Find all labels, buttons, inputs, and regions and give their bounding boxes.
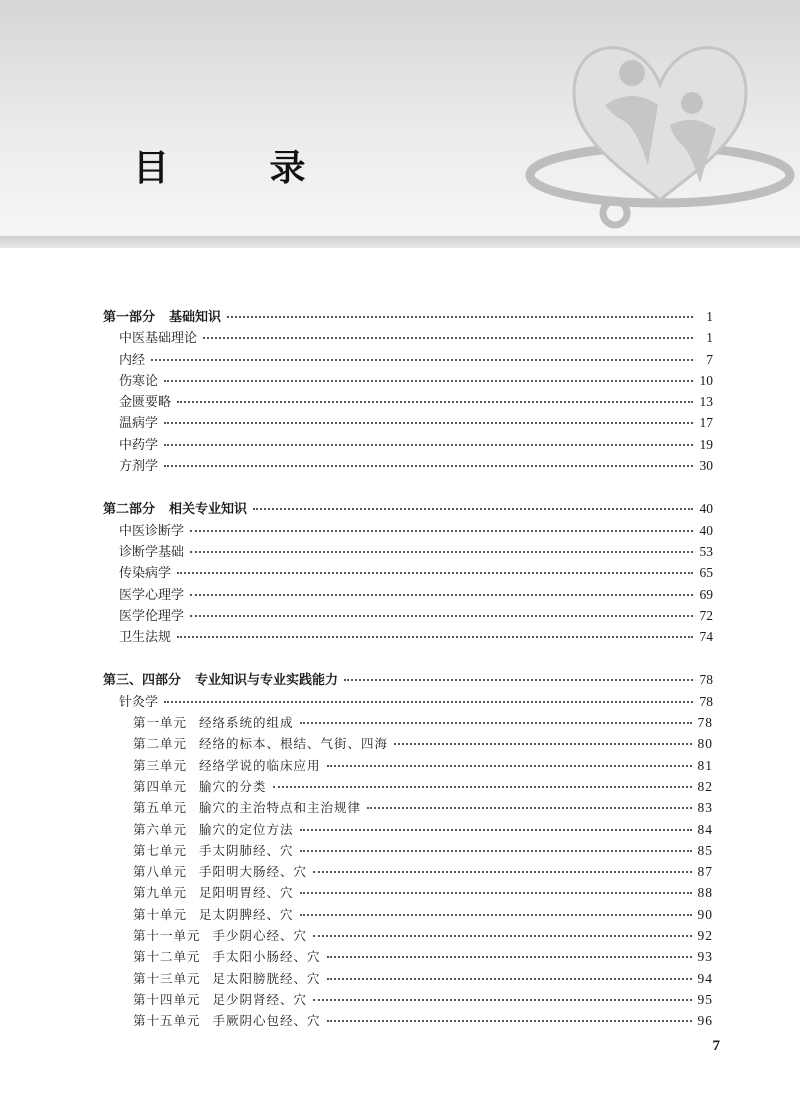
page-ref: 78	[699, 693, 713, 709]
entry-label: 中医诊断学	[119, 523, 185, 539]
toc-entry[interactable]	[103, 370, 713, 391]
toc-part-3	[103, 669, 713, 1031]
unit-number: 第一单元	[133, 715, 188, 731]
page-ref: 85	[697, 842, 713, 858]
entry-label: 针灸学	[119, 694, 159, 710]
dot-leader	[190, 529, 693, 532]
page-ref: 80	[697, 736, 713, 752]
toc-entry[interactable]	[103, 562, 713, 583]
part-title: 专业知识与专业实践能力	[195, 673, 339, 689]
dot-leader	[253, 507, 693, 510]
page-ref: 17	[699, 415, 713, 431]
entry-label: 伤寒论	[119, 373, 159, 389]
part-title: 基础知识	[169, 310, 222, 325]
toc-entry[interactable]	[103, 455, 713, 476]
part-title: 相关专业知识	[169, 502, 248, 518]
toc-part-1	[103, 306, 713, 476]
page-ref: 81	[697, 757, 713, 773]
page-ref: 40	[699, 501, 713, 517]
toc-entry[interactable]	[103, 391, 713, 412]
page-ref: 96	[697, 1013, 713, 1029]
page-ref: 78	[699, 672, 713, 688]
page-ref: 90	[697, 906, 713, 922]
dot-leader	[300, 721, 692, 724]
dot-leader	[177, 571, 693, 574]
unit-title: 腧穴的主治特点和主治规律	[199, 800, 362, 816]
page-number: 7	[712, 1038, 720, 1054]
page-ref: 13	[699, 394, 713, 410]
dot-leader	[300, 913, 692, 916]
unit-number: 第二单元	[133, 736, 188, 752]
toc-unit-entry[interactable]	[103, 712, 713, 733]
page-title: 目 录	[133, 148, 350, 189]
toc-part-heading[interactable]	[103, 669, 713, 690]
entry-label: 方剂学	[119, 459, 159, 475]
toc-entry[interactable]	[103, 412, 713, 433]
page-ref: 30	[699, 458, 713, 474]
entry-label: 传染病学	[119, 566, 172, 582]
unit-title: 足阳明胃经、穴	[199, 885, 294, 901]
page-ref: 69	[699, 586, 713, 602]
unit-title: 手太阴肺经、穴	[199, 842, 294, 858]
toc-unit-entry[interactable]	[103, 925, 713, 946]
unit-number: 第七单元	[133, 842, 188, 858]
toc-unit-entry[interactable]	[103, 882, 713, 903]
dot-leader	[164, 379, 693, 382]
unit-number: 第十四单元	[133, 991, 201, 1007]
page-ref: 74	[699, 629, 713, 645]
page-ref: 7	[706, 351, 713, 367]
dot-leader	[300, 891, 692, 894]
page-ref: 84	[697, 821, 713, 837]
page-ref: 53	[699, 543, 713, 559]
page-ref: 78	[697, 715, 713, 731]
toc-entry[interactable]	[103, 691, 713, 712]
toc-entry[interactable]	[103, 584, 713, 605]
toc-entry[interactable]	[103, 605, 713, 626]
toc-unit-entry[interactable]	[103, 755, 713, 776]
entry-label: 诊断学基础	[119, 544, 185, 560]
toc-entry[interactable]	[103, 541, 713, 562]
unit-title: 腧穴的定位方法	[199, 821, 294, 837]
toc-unit-entry[interactable]	[103, 968, 713, 989]
toc-unit-entry[interactable]	[103, 904, 713, 925]
toc-unit-entry[interactable]	[103, 861, 713, 882]
unit-title: 手阳明大肠经、穴	[199, 864, 308, 880]
unit-title: 足太阴脾经、穴	[199, 906, 294, 922]
entry-label: 医学伦理学	[119, 608, 185, 624]
unit-title: 经络系统的组成	[199, 715, 294, 731]
toc-part-2	[103, 498, 713, 647]
toc-entry[interactable]	[103, 434, 713, 455]
toc-entry[interactable]	[103, 349, 713, 370]
toc-unit-entry[interactable]	[103, 1010, 713, 1031]
dot-leader	[164, 464, 693, 467]
dot-leader	[177, 400, 693, 403]
toc-unit-entry[interactable]	[103, 776, 713, 797]
dot-leader	[177, 635, 693, 638]
page-ref: 87	[697, 864, 713, 880]
unit-number: 第三单元	[133, 757, 188, 773]
dot-leader	[190, 593, 693, 596]
unit-title: 腧穴的分类	[199, 778, 267, 794]
page-ref: 94	[697, 970, 713, 986]
dot-leader	[190, 550, 693, 553]
dot-leader	[164, 443, 693, 446]
toc-unit-entry[interactable]	[103, 797, 713, 818]
toc-entry[interactable]	[103, 520, 713, 541]
entry-label: 温病学	[119, 416, 159, 432]
dot-leader	[327, 955, 692, 958]
page-ref: 82	[697, 778, 713, 794]
unit-number: 第十一单元	[133, 928, 201, 944]
dot-leader	[394, 742, 691, 745]
toc-unit-entry[interactable]	[103, 946, 713, 967]
page-ref: 40	[699, 522, 713, 538]
unit-number: 第五单元	[133, 800, 188, 816]
entry-label: 中医基础理论	[119, 331, 198, 347]
dot-leader	[151, 358, 693, 361]
page-ref: 88	[697, 885, 713, 901]
dot-leader	[164, 421, 693, 424]
unit-title: 手少阴心经、穴	[212, 928, 308, 944]
page-ref: 65	[699, 565, 713, 581]
dot-leader	[327, 764, 692, 767]
dot-leader	[300, 828, 692, 831]
toc-unit-entry[interactable]	[103, 989, 713, 1010]
part-number: 第二部分	[103, 502, 156, 518]
entry-label: 医学心理学	[119, 587, 185, 603]
unit-number: 第十三单元	[133, 970, 201, 986]
unit-number: 第九单元	[133, 885, 188, 901]
page-ref: 10	[699, 372, 713, 388]
entry-label: 金匮要略	[119, 395, 172, 411]
dot-leader	[313, 934, 691, 937]
dot-leader	[203, 336, 693, 339]
dot-leader	[227, 315, 693, 318]
entry-label: 中药学	[119, 437, 159, 453]
heart-stethoscope-logo-icon	[520, 25, 800, 235]
unit-number: 第十五单元	[133, 1013, 201, 1029]
toc-entry[interactable]	[103, 626, 713, 647]
dot-leader	[344, 678, 693, 681]
table-of-contents	[103, 306, 713, 1054]
toc-entry[interactable]	[103, 327, 713, 348]
dot-leader	[313, 998, 691, 1001]
page-ref: 95	[697, 991, 713, 1007]
page-ref: 1	[706, 309, 713, 324]
dot-leader	[367, 806, 691, 809]
dot-leader	[327, 1019, 692, 1022]
entry-label: 内经	[119, 352, 146, 368]
unit-title: 经络学说的临床应用	[199, 757, 321, 773]
page-ref: 19	[699, 436, 713, 452]
page-ref: 72	[699, 607, 713, 623]
toc-unit-entry[interactable]	[103, 840, 713, 861]
toc-unit-entry[interactable]	[103, 819, 713, 840]
unit-title: 手厥阴心包经、穴	[212, 1013, 321, 1029]
dot-leader	[327, 977, 692, 980]
dot-leader	[190, 614, 693, 617]
toc-part-heading[interactable]	[103, 498, 713, 519]
entry-label: 卫生法规	[119, 630, 172, 646]
unit-number: 第八单元	[133, 864, 188, 880]
dot-leader	[164, 700, 693, 703]
toc-part-heading[interactable]	[103, 306, 713, 327]
page-ref: 92	[697, 928, 713, 944]
page-ref: 83	[697, 800, 713, 816]
part-number: 第一部分	[103, 310, 156, 325]
part-number: 第三、四部分	[103, 673, 182, 689]
unit-title: 经络的标本、根结、气街、四海	[199, 736, 389, 752]
toc-unit-entry[interactable]	[103, 733, 713, 754]
dot-leader	[300, 849, 692, 852]
unit-title: 手太阳小肠经、穴	[212, 949, 321, 965]
dot-leader	[313, 870, 691, 873]
dot-leader	[273, 785, 692, 788]
unit-number: 第十单元	[133, 906, 188, 922]
unit-title: 足少阴肾经、穴	[212, 991, 308, 1007]
page-ref: 1	[706, 330, 713, 346]
unit-number: 第四单元	[133, 778, 188, 794]
unit-number: 第十二单元	[133, 949, 201, 965]
page-ref: 93	[697, 949, 713, 965]
unit-title: 足太阳膀胱经、穴	[212, 970, 321, 986]
header-divider	[0, 236, 800, 248]
unit-number: 第六单元	[133, 821, 188, 837]
